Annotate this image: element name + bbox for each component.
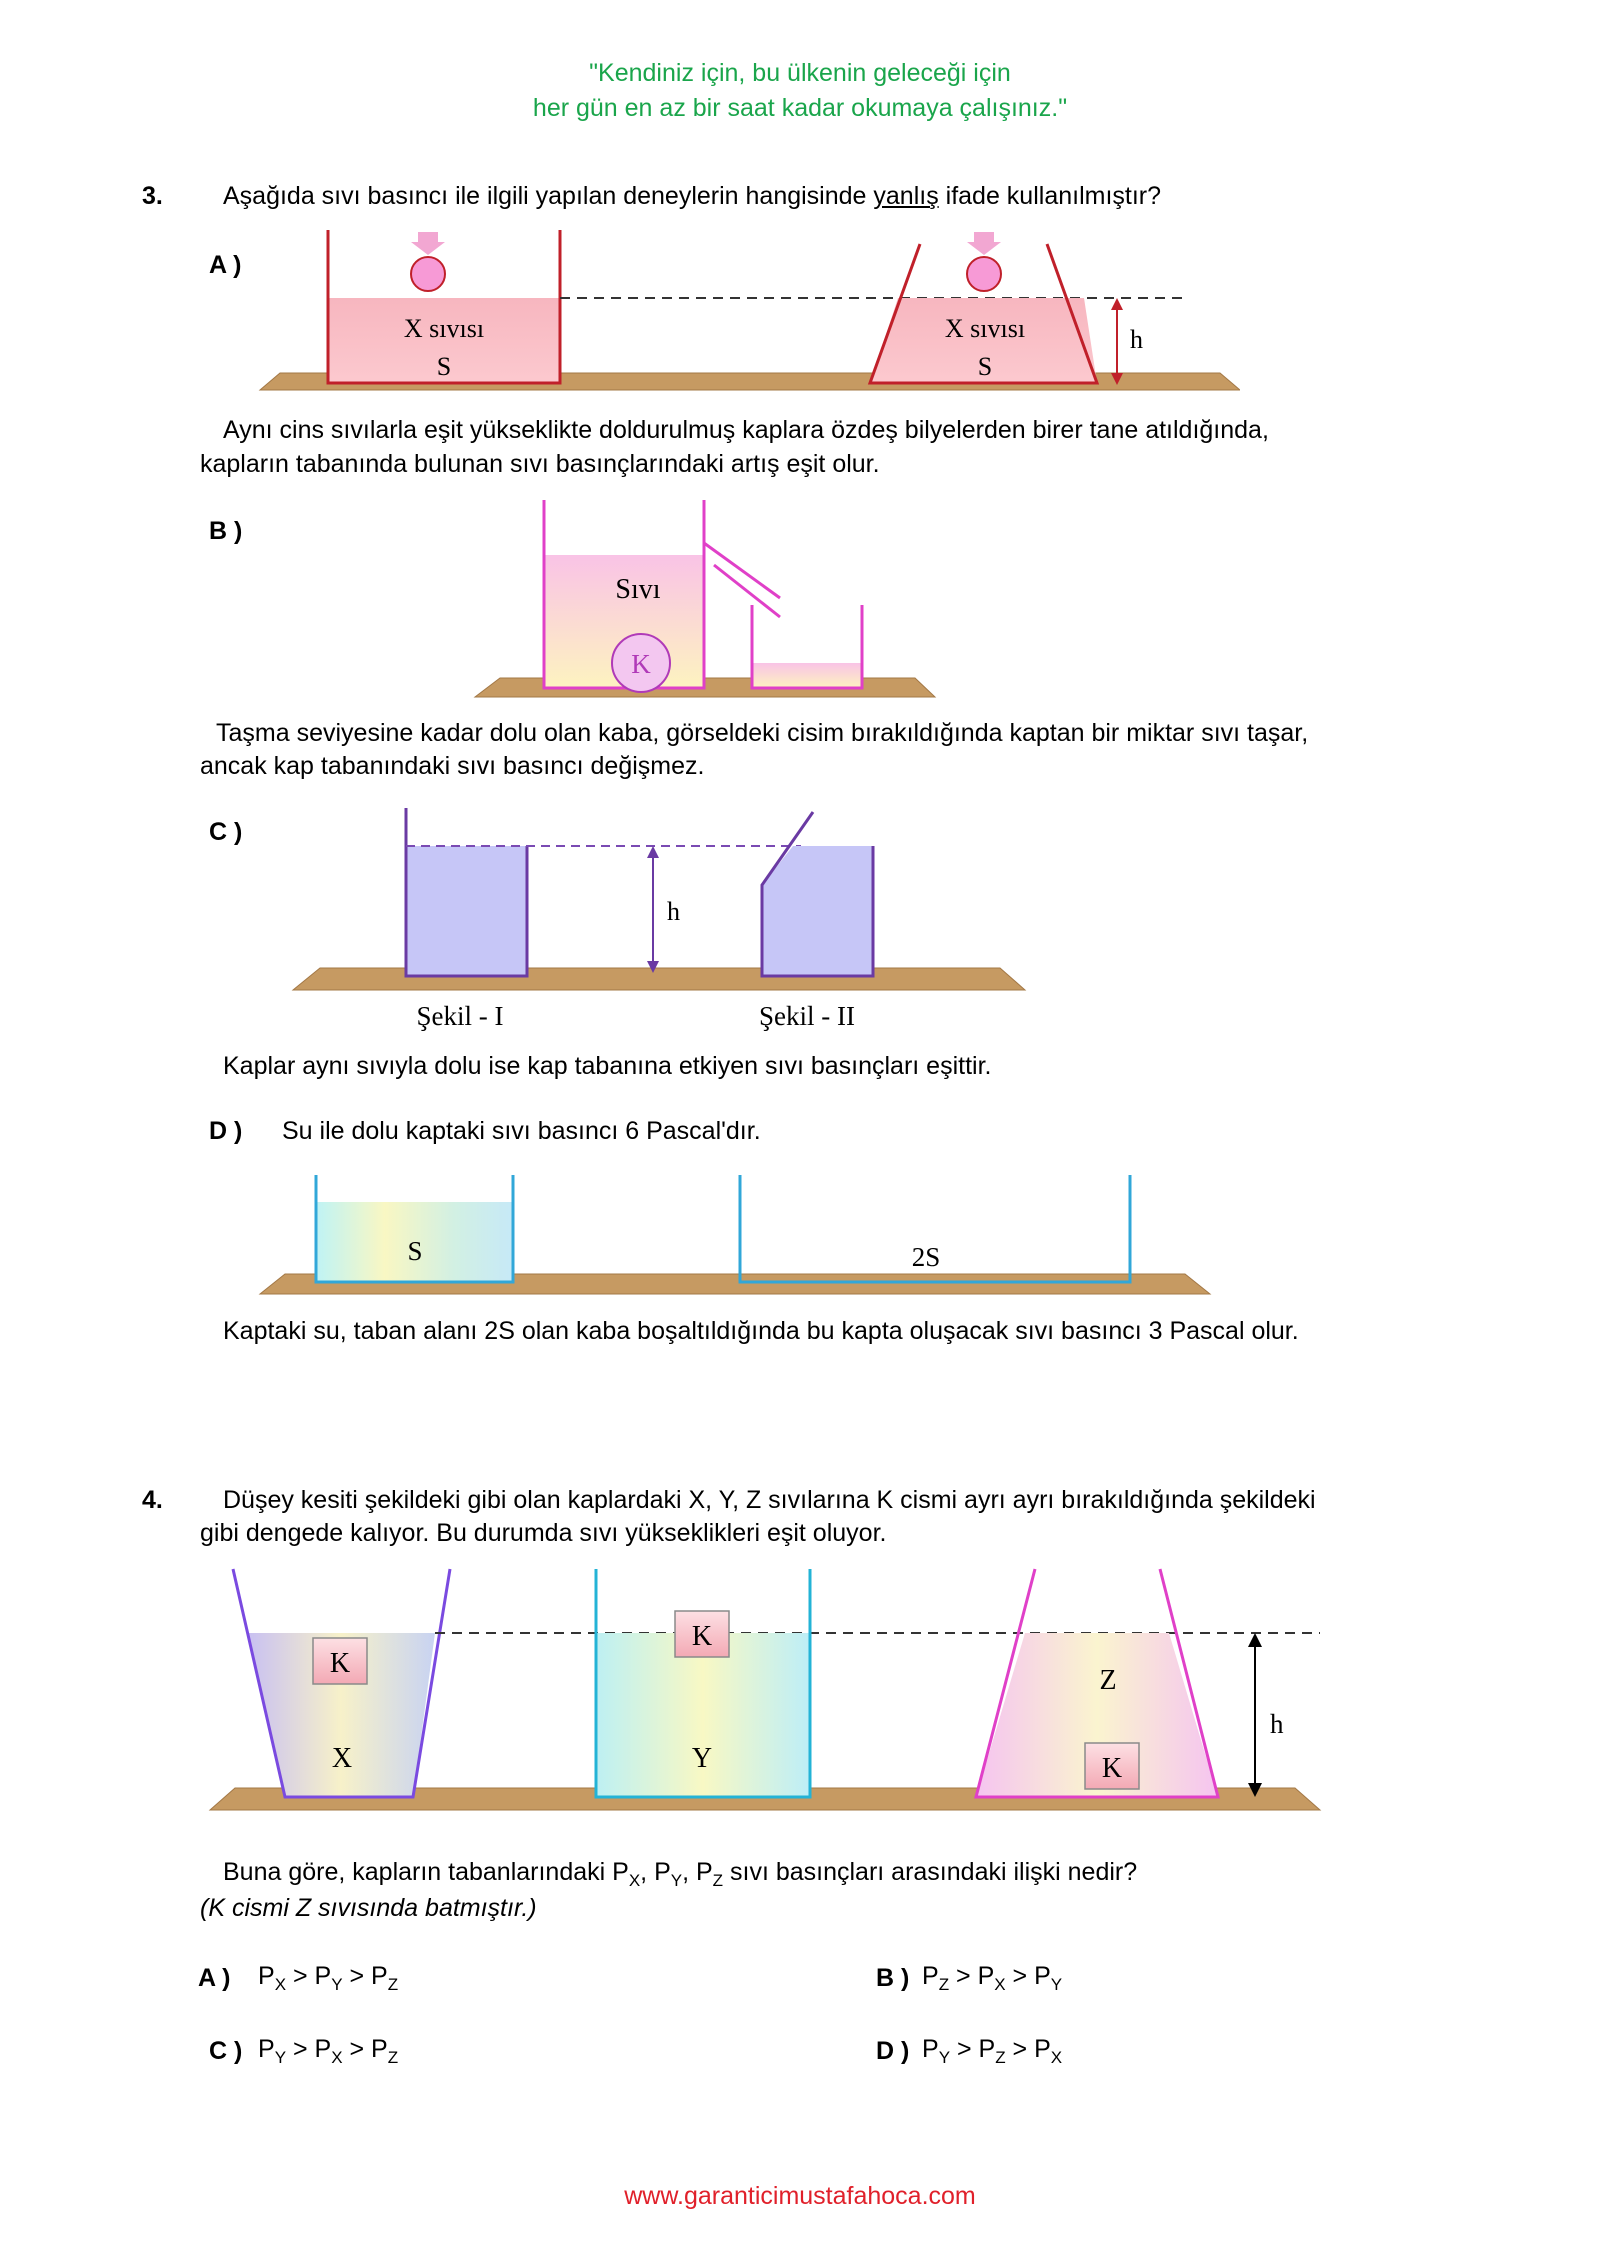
q4-line1: Düşey kesiti şekildeki gibi olan kaplardaki X, Y, Z sıvılarına K cismi ayrı ayrı bırakıldığında şekildeki xyxy=(223,1486,1316,1514)
right-area-label: S xyxy=(977,352,993,381)
q4-answer-a-text[interactable]: $P_X > P_Y > P_Z$ xyxy=(258,1962,399,1994)
q3-option-a-label: A ) xyxy=(209,251,242,279)
q3-option-d-line1: Kaptaki su, taban alanı 2S olan kaba boşaltıldığında bu kapta oluşacak sıvı basıncı 3 Pascal olur. xyxy=(223,1317,1299,1345)
q4-figure xyxy=(200,1565,1330,1815)
liquid-z-label: Z xyxy=(1099,1665,1117,1696)
spout-top xyxy=(704,543,780,598)
arrow-head-icon xyxy=(647,846,659,858)
arrow-head-icon xyxy=(1111,298,1123,310)
footer-url[interactable]: www.garanticimustafahoca.com xyxy=(624,2182,976,2210)
q4-line2: gibi dengede kalıyor. Bu durumda sıvı yükseklikleri eşit oluyor. xyxy=(200,1519,887,1547)
q3-option-a-line1: Aynı cins sıvılarla eşit yükseklikte doldurulmuş kaplara özdeş bilyelerden birer tane atıldığında, xyxy=(223,416,1269,444)
q3-option-d-stem: Su ile dolu kaptaki sıvı basıncı 6 Pascal'dır. xyxy=(282,1117,761,1145)
q4-question: Buna göre, kapların tabanlarındaki $P_X$, $P_Y$, $P_Z$ sıvı basınçları arasındaki ilişki nedir? xyxy=(223,1858,1138,1890)
quote-line-1: "Kendiniz için, bu ülkenin geleceği için xyxy=(589,59,1011,87)
question-3-stem xyxy=(223,180,1161,213)
q3-option-d-label: D ) xyxy=(209,1117,243,1145)
left-liquid-label: X sıvısı xyxy=(403,314,485,343)
q3-option-c-figure xyxy=(285,800,1045,1040)
q3-option-b-figure xyxy=(470,495,940,705)
left-area-label: S xyxy=(407,1236,423,1266)
q4-answer-d-label[interactable]: D ) xyxy=(876,2037,910,2065)
q3-option-c-line1: Kaplar aynı sıvıyla dolu ise kap tabanına etkiyen sıvı basınçları eşittir. xyxy=(223,1052,992,1080)
q4-answer-a-label[interactable]: A ) xyxy=(198,1964,231,1992)
liquid-x-label: X xyxy=(331,1743,353,1774)
shape-2-liquid xyxy=(762,846,873,976)
q3-stem-after: ifade kullanılmıştır? xyxy=(938,182,1162,210)
q3-option-c-label: C ) xyxy=(209,818,243,846)
down-arrow-icon xyxy=(967,232,1001,255)
left-area-label: S xyxy=(436,352,452,381)
q3-option-a-figure xyxy=(240,230,1240,405)
ball-right xyxy=(967,257,1001,291)
q4-question-pre: Buna göre, kapların tabanlarındaki P xyxy=(223,1858,629,1886)
h-label: h xyxy=(1130,325,1143,354)
q4-question-post: sıvı basınçları arasındaki ilişki nedir? xyxy=(723,1858,1138,1886)
q3-option-b-line2: ancak kap tabanındaki sıvı basıncı değişmez. xyxy=(200,752,705,780)
question-3-number: 3. xyxy=(142,182,163,210)
header-quote xyxy=(0,56,1600,126)
caption-shape-1: Şekil - I xyxy=(416,1001,504,1031)
right-liquid-label: X sıvısı xyxy=(944,314,1026,343)
q3-option-d-figure xyxy=(250,1170,1220,1300)
q3-option-a-line2: kapların tabanında bulunan sıvı basınçlarındaki artış eşit olur. xyxy=(200,450,880,478)
arrow-head-icon xyxy=(1248,1633,1262,1647)
q3-option-b-label: B ) xyxy=(209,517,243,545)
shape-1-liquid xyxy=(406,846,527,976)
caption-shape-2: Şekil - II xyxy=(759,1001,855,1031)
q4-note: (K cismi Z sıvısında batmıştır.) xyxy=(200,1894,537,1922)
q4-answer-b-text[interactable]: $P_Z > P_X > P_Y$ xyxy=(922,1962,1063,1994)
catch-container-liquid xyxy=(752,663,862,688)
q4-answer-b-label[interactable]: B ) xyxy=(876,1964,910,1992)
right-area-label: 2S xyxy=(911,1242,941,1272)
down-arrow-icon xyxy=(411,232,445,255)
body-k-label: K xyxy=(631,649,651,679)
question-4-number: 4. xyxy=(142,1486,163,1514)
body-k-label: K xyxy=(1101,1753,1123,1784)
q3-option-b-line1: Taşma seviyesine kadar dolu olan kaba, görseldeki cisim bırakıldığında kaptan bir miktar sıvı taşar, xyxy=(216,719,1309,747)
quote-line-2: her gün en az bir saat kadar okumaya çalışınız." xyxy=(532,94,1068,122)
liquid-y-label: Y xyxy=(691,1743,713,1774)
h-label: h xyxy=(667,897,680,926)
body-k-label: K xyxy=(691,1621,713,1652)
body-k-label: K xyxy=(329,1648,351,1679)
ball-left xyxy=(411,257,445,291)
q4-answer-c-text[interactable]: $P_Y > P_X > P_Z$ xyxy=(258,2035,399,2067)
h-label: h xyxy=(1270,1709,1284,1739)
q4-answer-d-text[interactable]: $P_Y > P_Z > P_X$ xyxy=(922,2035,1063,2067)
q4-answer-c-label[interactable]: C ) xyxy=(209,2037,243,2065)
q3-stem-underlined: yanlış xyxy=(873,182,939,210)
liquid-label: Sıvı xyxy=(615,574,661,605)
table-surface xyxy=(293,968,1025,990)
q3-stem-before: Aşağıda sıvı basıncı ile ilgili yapılan deneylerin hangisinde xyxy=(223,182,874,210)
